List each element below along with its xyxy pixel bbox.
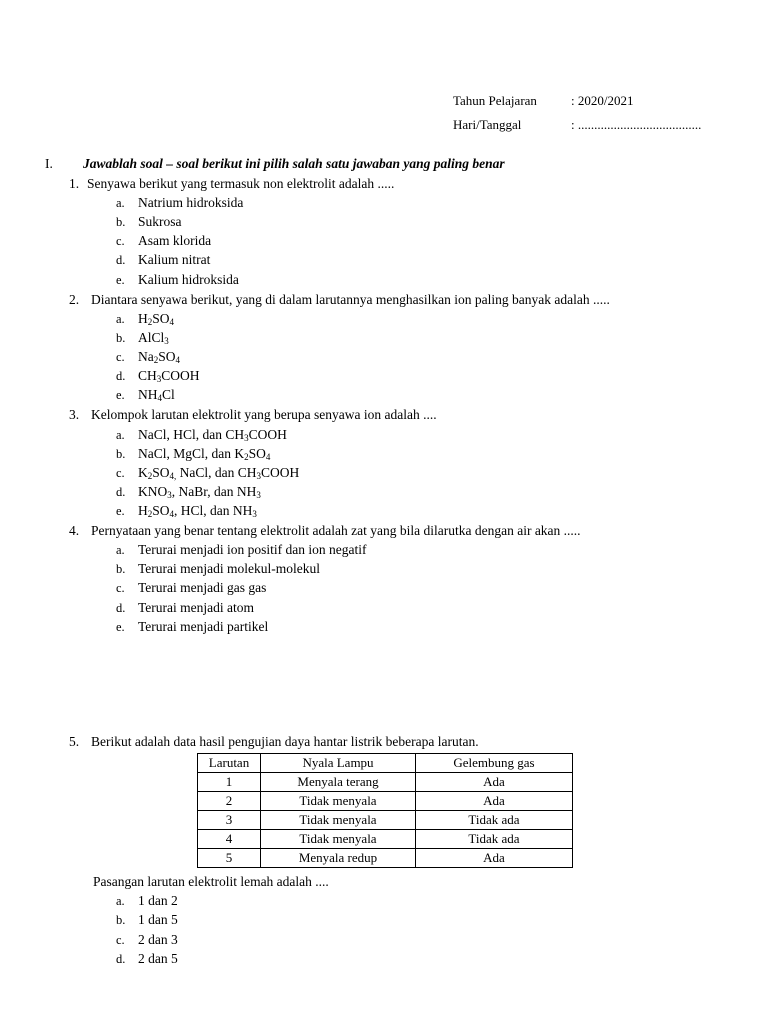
table-cell: Tidak menyala xyxy=(261,811,416,830)
option-letter: c. xyxy=(116,234,125,248)
option-1b xyxy=(116,214,182,230)
formula-part: NaCl, dan CH xyxy=(176,465,257,480)
option-letter: d. xyxy=(116,485,126,499)
table-cell: Ada xyxy=(416,773,573,792)
table-row xyxy=(198,773,573,792)
option-3c xyxy=(116,465,299,481)
option-text: Natrium hidroksida xyxy=(138,195,244,210)
formula-subscript: 3 xyxy=(256,471,262,481)
section-heading xyxy=(45,156,505,172)
option-2a xyxy=(116,311,174,327)
option-letter: b. xyxy=(116,447,126,461)
table-cell: 2 xyxy=(198,792,261,811)
formula-part: COOH xyxy=(248,427,287,442)
option-text: Terurai menjadi gas gas xyxy=(138,580,267,595)
option-letter: c. xyxy=(116,581,125,595)
option-letter: a. xyxy=(116,428,125,442)
formula-part: NH xyxy=(138,387,158,402)
option-letter: e. xyxy=(116,620,125,634)
option-3e xyxy=(116,503,257,519)
formula-subscript: 4 xyxy=(169,317,175,327)
formula-subscript: 2 xyxy=(147,509,153,519)
option-letter: c. xyxy=(116,933,125,947)
formula-part: CH xyxy=(138,368,157,383)
option-3a xyxy=(116,427,287,443)
option-2b xyxy=(116,330,169,346)
option-letter: b. xyxy=(116,215,126,229)
question-number: 4. xyxy=(69,523,80,538)
formula-part: H xyxy=(138,311,148,326)
formula-subscript: 3 xyxy=(252,509,257,519)
table-cell: Tidak ada xyxy=(416,830,573,849)
formula-part: SO xyxy=(152,465,170,480)
formula-part: SO xyxy=(152,311,170,326)
header-date-row xyxy=(453,117,701,133)
formula-subscript: 4 xyxy=(175,355,181,365)
formula-part: Na xyxy=(138,349,154,364)
formula-subscript: 2 xyxy=(244,452,249,462)
formula-subscript: 3 xyxy=(244,433,249,443)
question-text: Diantara senyawa berikut, yang di dalam larutannya menghasilkan ion paling banyak adalah ..... xyxy=(91,292,610,307)
header-year-row xyxy=(453,93,633,109)
table-cell: Menyala redup xyxy=(261,849,416,868)
section-number: I. xyxy=(45,156,53,171)
question-number: 2. xyxy=(69,292,80,307)
option-1e xyxy=(116,272,239,288)
question-number: 3. xyxy=(69,407,80,422)
table-cell: 5 xyxy=(198,849,261,868)
table-cell: Ada xyxy=(416,792,573,811)
table-cell: Tidak menyala xyxy=(261,792,416,811)
option-text: Terurai menjadi ion positif dan ion negatif xyxy=(138,542,367,557)
option-4e xyxy=(116,619,268,635)
option-5c xyxy=(116,932,178,948)
option-letter: d. xyxy=(116,253,126,267)
option-5a xyxy=(116,893,178,909)
option-text: 1 dan 2 xyxy=(138,893,178,908)
table-header: Nyala Lampu xyxy=(261,754,416,773)
formula-subscript: 4 xyxy=(265,452,271,462)
option-text: 1 dan 5 xyxy=(138,912,178,927)
formula-subscript: 2 xyxy=(147,317,153,327)
option-text: Terurai menjadi atom xyxy=(138,600,255,615)
formula-part: KNO xyxy=(138,484,168,499)
formula-part: , NaBr, dan NH xyxy=(171,484,257,499)
option-letter: a. xyxy=(116,543,125,557)
table-row xyxy=(198,849,573,868)
option-letter: e. xyxy=(116,273,125,287)
formula-part: COOH xyxy=(161,368,200,383)
option-letter: d. xyxy=(116,369,126,383)
table-cell: 1 xyxy=(198,773,261,792)
option-2c xyxy=(116,349,180,365)
option-letter: e. xyxy=(116,388,125,402)
option-text: Asam klorida xyxy=(138,233,212,248)
option-letter: d. xyxy=(116,952,126,966)
table-header: Gelembung gas xyxy=(416,754,573,773)
table-header: Larutan xyxy=(198,754,261,773)
option-1c xyxy=(116,233,211,249)
formula-part: K xyxy=(138,465,148,480)
question-text: Pernyataan yang benar tentang elektrolit adalah zat yang bila dilarutka dengan air akan ..... xyxy=(91,523,581,538)
year-value: : 2020/2021 xyxy=(571,93,634,108)
question-text: Senyawa berikut yang termasuk non elektrolit adalah ..... xyxy=(87,176,395,191)
formula-subscript: 3 xyxy=(156,374,162,384)
option-text: Terurai menjadi molekul-molekul xyxy=(138,561,320,576)
option-letter: c. xyxy=(116,350,125,364)
option-1d xyxy=(116,252,210,268)
option-letter: a. xyxy=(116,894,125,908)
option-letter: d. xyxy=(116,601,126,615)
question-1 xyxy=(69,176,394,192)
table-cell: Ada xyxy=(416,849,573,868)
table-cell: Tidak ada xyxy=(416,811,573,830)
formula-part: H xyxy=(138,503,148,518)
option-letter: b. xyxy=(116,331,126,345)
formula-part: NaCl, HCl, dan CH xyxy=(138,427,245,442)
option-2e xyxy=(116,387,175,403)
formula-subscript: 4 xyxy=(169,509,175,519)
formula-part: SO xyxy=(248,446,266,461)
option-letter: a. xyxy=(116,312,125,326)
formula-part: AlCl xyxy=(138,330,165,345)
table-cell: 4 xyxy=(198,830,261,849)
option-4a xyxy=(116,542,367,558)
question-text: Kelompok larutan elektrolit yang berupa senyawa ion adalah .... xyxy=(91,407,437,422)
formula-subscript: 3 xyxy=(164,336,169,346)
option-letter: a. xyxy=(116,196,125,210)
formula-part: SO xyxy=(152,503,170,518)
option-letter: e. xyxy=(116,504,125,518)
formula-part: SO xyxy=(158,349,176,364)
option-5d xyxy=(116,951,178,967)
question-4 xyxy=(69,523,581,539)
table-row xyxy=(198,830,573,849)
option-4b xyxy=(116,561,320,577)
date-label: Hari/Tanggal xyxy=(453,117,522,132)
table-header-row xyxy=(198,754,573,773)
question-number: 1. xyxy=(69,176,80,191)
question-5-followup: Pasangan larutan elektrolit lemah adalah .... xyxy=(93,874,329,889)
formula-part: COOH xyxy=(261,465,300,480)
formula-part: , HCl, dan NH xyxy=(174,503,253,518)
option-1a xyxy=(116,195,243,211)
year-label: Tahun Pelajaran xyxy=(453,93,537,108)
option-text: Sukrosa xyxy=(138,214,182,229)
table-row xyxy=(198,792,573,811)
option-letter: c. xyxy=(116,466,125,480)
option-text: 2 dan 5 xyxy=(138,951,178,966)
option-5b xyxy=(116,912,178,928)
option-text: Terurai menjadi partikel xyxy=(138,619,269,634)
table-cell: 3 xyxy=(198,811,261,830)
formula-subscript: 4, xyxy=(169,471,177,481)
question-2 xyxy=(69,292,610,308)
formula-subscript: 2 xyxy=(153,355,159,365)
table-cell: Menyala terang xyxy=(261,773,416,792)
conductivity-table xyxy=(197,753,573,868)
option-3d xyxy=(116,484,261,500)
date-value: : ...................................... xyxy=(571,117,702,132)
option-2d xyxy=(116,368,200,384)
question-5 xyxy=(69,734,479,750)
option-text: Kalium nitrat xyxy=(138,252,211,267)
table-cell: Tidak menyala xyxy=(261,830,416,849)
option-text: Kalium hidroksida xyxy=(138,272,239,287)
option-text: 2 dan 3 xyxy=(138,932,178,947)
option-4c xyxy=(116,580,266,596)
question-3 xyxy=(69,407,437,423)
formula-subscript: 2 xyxy=(147,471,153,481)
table-row xyxy=(198,811,573,830)
option-4d xyxy=(116,600,254,616)
formula-subscript: 4 xyxy=(157,393,162,403)
question-text: Berikut adalah data hasil pengujian daya hantar listrik beberapa larutan. xyxy=(91,734,479,749)
option-letter: b. xyxy=(116,913,126,927)
option-3b xyxy=(116,446,270,462)
formula-subscript: 3 xyxy=(256,490,261,500)
option-letter: b. xyxy=(116,562,126,576)
formula-part: NaCl, MgCl, dan K xyxy=(138,446,245,461)
formula-subscript: 3 xyxy=(167,490,172,500)
section-title: Jawablah soal – soal berikut ini pilih salah satu jawaban yang paling benar xyxy=(83,156,505,171)
formula-part: Cl xyxy=(162,387,175,402)
question-number: 5. xyxy=(69,734,80,749)
